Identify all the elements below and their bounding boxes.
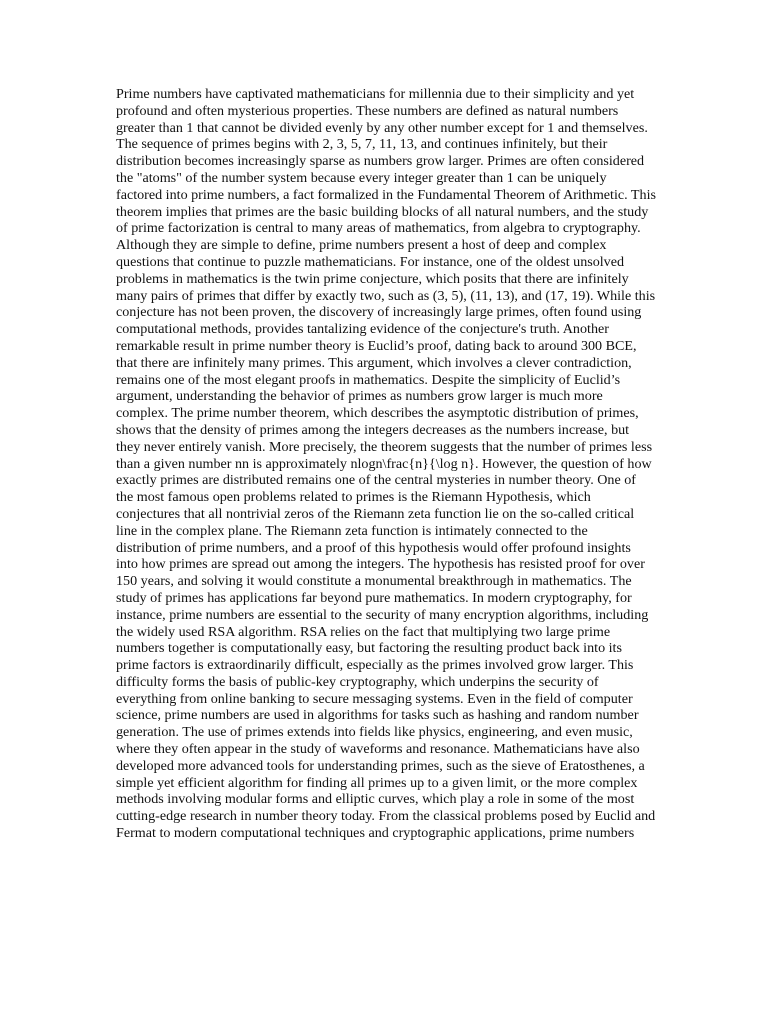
body-paragraph: Prime numbers have captivated mathematicians for millennia due to their simplicity and yet profound and often mysterious properties. These numbers are defined as natural numbers greater than 1 that cannot be divided evenly by any other number except for 1 and themselves. The sequence of primes begins with 2, 3, 5, 7, 11, 13, and continues infinitely, but their distribution becomes increasingly sparse as numbers grow larger. Primes are often considered the "atoms" of the number system because every integer greater than 1 can be uniquely factored into prime numbers, a fact formalized in the Fundamental Theorem of Arithmetic. This theorem implies that primes are the basic building blocks of all natural numbers, and the study of prime factorization is central to many areas of mathematics, from algebra to cryptography. Although they are simple to define, prime numbers present a host of deep and complex questions that continue to puzzle mathematicians. For instance, one of the oldest unsolved problems in mathematics is the twin prime conjecture, which posits that there are infinitely many pairs of primes that differ by exactly two, such as (3, 5), (11, 13), and (17, 19). While this conjecture has not been proven, the discovery of increasingly large primes, often found using computational methods, provides tantalizing evidence of the conjecture's truth. Another remarkable result in prime number theory is Euclid’s proof, dating back to around 300 BCE, that there are infinitely many primes. This argument, which involves a clever contradiction, remains one of the most elegant proofs in mathematics. Despite the simplicity of Euclid’s argument, understanding the behavior of primes as numbers grow larger is much more complex. The prime number theorem, which describes the asymptotic distribution of primes, shows that the density of primes among the integers decreases as the numbers increase, but they never entirely vanish. More precisely, the theorem suggests that the number of primes less than a given number nn is approximately nlogn\frac{n}{\log n}. However, the question of how exactly primes are distributed remains one of the central mysteries in number theory. One of the most famous open problems related to primes is the Riemann Hypothesis, which conjectures that all nontrivial zeros of the Riemann zeta function lie on the so-called critical line in the complex plane. The Riemann zeta function is intimately connected to the distribution of prime numbers, and a proof of this hypothesis would offer profound insights into how primes are spread out among the integers. The hypothesis has resisted proof for over 150 years, and solving it would constitute a monumental breakthrough in mathematics. The study of primes has applications far beyond pure mathematics. In modern cryptography, for instance, prime numbers are essential to the security of many encryption algorithms, including the widely used RSA algorithm. RSA relies on the fact that multiplying two large prime numbers together is computationally easy, but factoring the resulting product back into its prime factors is extraordinarily difficult, especially as the primes involved grow larger. This difficulty forms the basis of public-key cryptography, which underpins the security of everything from online banking to secure messaging systems. Even in the field of computer science, prime numbers are used in algorithms for tasks such as hashing and random number generation. The use of primes extends into fields like physics, engineering, and even music, where they often appear in the study of waveforms and resonance. Mathematicians have also developed more advanced tools for understanding primes, such as the sieve of Eratosthenes, a simple yet efficient algorithm for finding all primes up to a given limit, or the more complex methods involving modular forms and elliptic curves, which play a role in some of the most cutting-edge research in number theory today. From the classical problems posed by Euclid and Fermat to modern computational techniques and cryptographic applications, prime numbers xyxy=(116,86,656,842)
